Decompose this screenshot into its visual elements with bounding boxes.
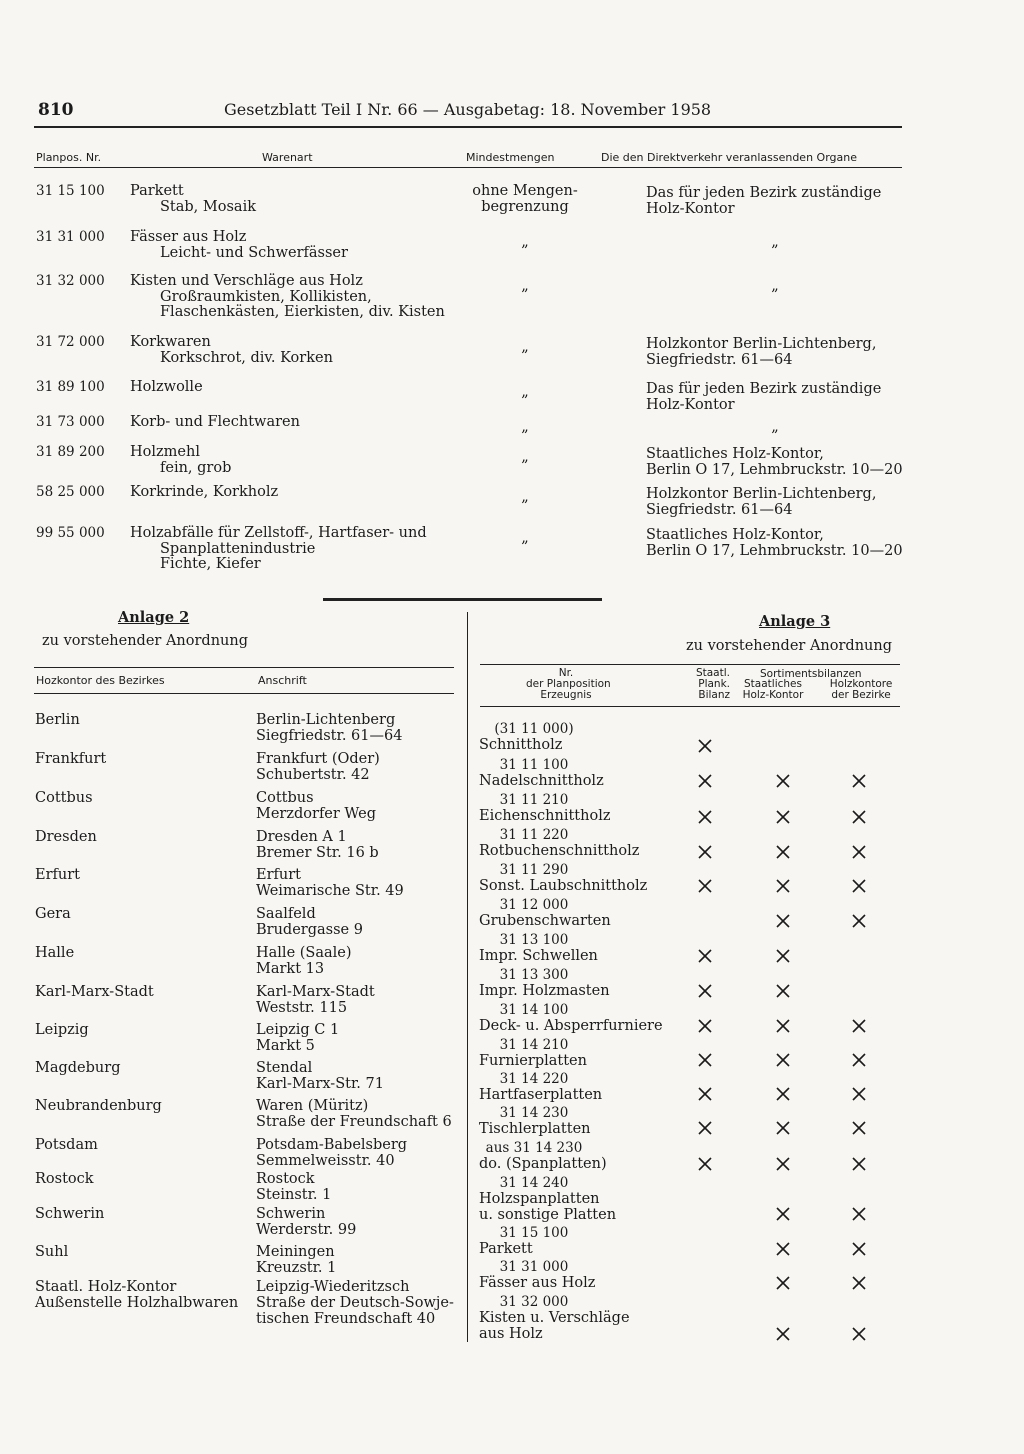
anschrift-line: tischen Freundschaft 40 xyxy=(256,1311,436,1327)
bezirk-name: Außenstelle Holzhalbwaren xyxy=(35,1295,239,1311)
cross-mark-icon xyxy=(697,809,713,825)
bezirk-name: Potsdam xyxy=(35,1137,98,1153)
mindestmenge: „ xyxy=(521,449,529,465)
planposition-number: 31 14 220 xyxy=(499,1071,569,1087)
bezirk-name: Gera xyxy=(35,906,71,922)
column-divider xyxy=(467,612,468,1342)
mindestmenge: „ xyxy=(521,278,529,294)
planpos-number: 31 32 000 xyxy=(36,273,105,289)
cross-mark-icon xyxy=(851,1156,867,1172)
col-header-planpos: Planpos. Nr. xyxy=(36,151,102,164)
bezirk-name: Magdeburg xyxy=(35,1060,121,1076)
table1-header-rule xyxy=(34,167,902,168)
planposition-number: 31 14 230 xyxy=(499,1105,569,1121)
anschrift-line: Bremer Str. 16 b xyxy=(256,845,379,861)
mindestmenge: „ xyxy=(521,419,529,435)
cross-mark-icon xyxy=(697,1018,713,1034)
anschrift-line: Steinstr. 1 xyxy=(256,1187,332,1203)
bezirk-name: Dresden xyxy=(35,829,97,845)
organ-line: Siegfriedstr. 61—64 xyxy=(646,351,793,368)
anschrift-line: Siegfriedstr. 61—64 xyxy=(256,728,403,744)
cross-mark-icon xyxy=(775,1120,791,1136)
cross-mark-icon xyxy=(851,773,867,789)
planpos-number: 31 89 100 xyxy=(36,379,105,395)
section-separator xyxy=(323,598,602,601)
warenart-line: Korkschrot, div. Korken xyxy=(160,349,333,366)
warenart-line: Holzabfälle für Zellstoff-, Hartfaser- und xyxy=(130,525,427,541)
cross-mark-icon xyxy=(697,1156,713,1172)
cross-mark-icon xyxy=(775,1326,791,1342)
cross-mark-icon xyxy=(851,1018,867,1034)
col-header-organe: Die den Direktverkehr veranlassenden Organe xyxy=(601,151,857,164)
warenart-line: Korkrinde, Korkholz xyxy=(130,484,279,500)
organ-line: „ xyxy=(771,419,779,435)
planposition-number: 31 14 240 xyxy=(499,1175,569,1191)
anschrift-line: Straße der Deutsch-Sowje- xyxy=(256,1295,454,1311)
erzeugnis-name: Parkett xyxy=(479,1241,533,1257)
mindestmenge: „ xyxy=(521,339,529,355)
anschrift-line: Kreuzstr. 1 xyxy=(256,1260,337,1276)
anschrift-line: Waren (Müritz) xyxy=(256,1098,369,1114)
erzeugnis-name: Impr. Schwellen xyxy=(479,948,598,964)
anschrift-line: Stendal xyxy=(256,1060,313,1076)
page-number: 810 xyxy=(38,100,74,120)
cross-mark-icon xyxy=(775,948,791,964)
erzeugnis-name: Impr. Holzmasten xyxy=(479,983,610,999)
organ-line: Holz-Kontor xyxy=(646,200,735,217)
cross-mark-icon xyxy=(851,1206,867,1222)
warenart-line: Parkett xyxy=(130,183,184,199)
anschrift-line: Cottbus xyxy=(256,790,314,806)
planposition-number: 31 14 100 xyxy=(499,1002,569,1018)
anschrift-line: Dresden A 1 xyxy=(256,829,347,845)
erzeugnis-name: Nadelschnittholz xyxy=(479,773,604,789)
anlage3-col-header-nr: Nr. der Planposition Erzeugnis xyxy=(526,667,611,701)
organ-line: Siegfriedstr. 61—64 xyxy=(646,501,793,518)
anschrift-line: Berlin-Lichtenberg xyxy=(256,712,396,728)
erzeugnis-name: Deck- u. Absperrfurniere xyxy=(479,1018,663,1034)
bezirk-name: Staatl. Holz-Kontor xyxy=(35,1279,177,1295)
warenart-line: Flaschenkästen, Eierkisten, div. Kisten xyxy=(160,304,445,320)
planpos-number: 31 89 200 xyxy=(36,444,105,460)
cross-mark-icon xyxy=(697,983,713,999)
planpos-number: 31 15 100 xyxy=(36,183,105,199)
page-header xyxy=(34,100,902,128)
anschrift-line: Markt 13 xyxy=(256,961,325,977)
warenart-line: Stab, Mosaik xyxy=(160,198,256,215)
erzeugnis-name: Holzspanplatten xyxy=(479,1191,600,1207)
cross-mark-icon xyxy=(697,1086,713,1102)
planpos-number: 99 55 000 xyxy=(36,525,105,541)
anschrift-line: Werderstr. 99 xyxy=(256,1222,357,1238)
anschrift-line: Semmelweisstr. 40 xyxy=(256,1153,395,1169)
bezirk-name: Berlin xyxy=(35,712,80,728)
anschrift-line: Halle (Saale) xyxy=(256,945,352,961)
bezirk-name: Leipzig xyxy=(35,1022,89,1038)
anlage3-col-header-b: Staatliches Holz-Kontor xyxy=(742,678,804,701)
cross-mark-icon xyxy=(851,878,867,894)
cross-mark-icon xyxy=(851,844,867,860)
anschrift-line: Rostock xyxy=(256,1171,315,1187)
cross-mark-icon xyxy=(775,773,791,789)
erzeugnis-name: Tischlerplatten xyxy=(479,1121,591,1137)
cross-mark-icon xyxy=(775,913,791,929)
warenart-line: Korkwaren xyxy=(130,334,211,350)
anschrift-line: Saalfeld xyxy=(256,906,316,922)
mindestmenge: „ xyxy=(521,530,529,546)
organ-line: „ xyxy=(771,234,779,250)
organ-line: Das für jeden Bezirk zuständige xyxy=(646,381,882,397)
anlage3-header-rule xyxy=(480,706,900,707)
warenart-line: Leicht- und Schwerfässer xyxy=(160,244,348,261)
erzeugnis-name: Hartfaserplatten xyxy=(479,1087,603,1103)
anlage2-subtitle: zu vorstehender Anordnung xyxy=(42,633,249,649)
erzeugnis-name: Sonst. Laubschnittholz xyxy=(479,878,648,894)
planpos-number: 31 31 000 xyxy=(36,229,105,245)
cross-mark-icon xyxy=(697,844,713,860)
erzeugnis-name: Schnittholz xyxy=(479,737,563,753)
bezirk-name: Neubrandenburg xyxy=(35,1098,162,1114)
bezirk-name: Karl-Marx-Stadt xyxy=(35,984,154,1000)
cross-mark-icon xyxy=(851,1275,867,1291)
mindestmenge: ohne Mengen- xyxy=(472,183,578,199)
cross-mark-icon xyxy=(697,1052,713,1068)
anlage3-col-header-a: Staatl. Plank. Bilanz xyxy=(695,667,730,701)
mindestmenge: „ xyxy=(521,234,529,250)
cross-mark-icon xyxy=(697,948,713,964)
anschrift-line: Merzdorfer Weg xyxy=(256,806,377,822)
cross-mark-icon xyxy=(775,844,791,860)
planposition-number: 31 15 100 xyxy=(499,1225,569,1241)
cross-mark-icon xyxy=(851,1241,867,1257)
anschrift-line: Erfurt xyxy=(256,867,301,883)
erzeugnis-name: Fässer aus Holz xyxy=(479,1275,596,1291)
cross-mark-icon xyxy=(775,809,791,825)
cross-mark-icon xyxy=(775,1275,791,1291)
organ-line: „ xyxy=(771,278,779,294)
erzeugnis-name: Grubenschwarten xyxy=(479,913,611,929)
erzeugnis-name: u. sonstige Platten xyxy=(479,1207,617,1223)
mindestmenge: begrenzung xyxy=(481,198,569,215)
planposition-number: 31 13 100 xyxy=(499,932,569,948)
planposition-number: aus 31 14 230 xyxy=(485,1140,583,1156)
page-title: Gesetzblatt Teil I Nr. 66 — Ausgabetag: 18. November 1958 xyxy=(224,100,712,119)
erzeugnis-name: Eichenschnittholz xyxy=(479,808,611,824)
anschrift-line: Frankfurt (Oder) xyxy=(256,751,380,767)
cross-mark-icon xyxy=(775,1241,791,1257)
cross-mark-icon xyxy=(851,1052,867,1068)
cross-mark-icon xyxy=(851,1326,867,1342)
planposition-number: 31 32 000 xyxy=(499,1294,569,1310)
anschrift-line: Leipzig-Wiederitzsch xyxy=(256,1279,410,1295)
planposition-number: 31 11 220 xyxy=(499,827,569,843)
erzeugnis-name: Rotbuchenschnittholz xyxy=(479,843,640,859)
anlage2-header-rule xyxy=(34,693,454,694)
warenart-line: Kisten und Verschläge aus Holz xyxy=(130,273,363,289)
anschrift-line: Schwerin xyxy=(256,1206,326,1222)
erzeugnis-name: Furnierplatten xyxy=(479,1053,587,1069)
organ-line: Berlin O 17, Lehmbruckstr. 10—20 xyxy=(646,461,903,478)
anschrift-line: Leipzig C 1 xyxy=(256,1022,340,1038)
planpos-number: 31 73 000 xyxy=(36,414,105,430)
cross-mark-icon xyxy=(775,1018,791,1034)
planposition-number: (31 11 000) xyxy=(494,721,574,737)
cross-mark-icon xyxy=(775,1206,791,1222)
erzeugnis-name: aus Holz xyxy=(479,1326,543,1342)
mindestmenge: „ xyxy=(521,489,529,505)
warenart-line: Spanplattenindustrie xyxy=(160,540,316,557)
planposition-number: 31 11 210 xyxy=(499,792,569,808)
cross-mark-icon xyxy=(851,1086,867,1102)
planposition-number: 31 13 300 xyxy=(499,967,569,983)
anschrift-line: Potsdam-Babelsberg xyxy=(256,1137,408,1153)
cross-mark-icon xyxy=(775,878,791,894)
anschrift-line: Karl-Marx-Str. 71 xyxy=(256,1076,384,1092)
anlage3-top-rule xyxy=(480,664,900,665)
anlage2-title: Anlage 2 xyxy=(118,609,190,626)
organ-line: Holz-Kontor xyxy=(646,396,735,413)
warenart-line: Fichte, Kiefer xyxy=(160,556,261,572)
planposition-number: 31 14 210 xyxy=(499,1037,569,1053)
anlage3-title: Anlage 3 xyxy=(759,613,831,630)
bezirk-name: Rostock xyxy=(35,1171,94,1187)
organ-line: Berlin O 17, Lehmbruckstr. 10—20 xyxy=(646,542,903,559)
warenart-line: Fässer aus Holz xyxy=(130,229,247,245)
bezirk-name: Frankfurt xyxy=(35,751,107,767)
col-header-mindestmengen: Mindestmengen xyxy=(466,151,555,164)
anlage2-col-header-bezirk: Hozkontor des Bezirkes xyxy=(36,674,165,687)
bezirk-name: Halle xyxy=(35,945,75,961)
planpos-number: 31 72 000 xyxy=(36,334,105,350)
cross-mark-icon xyxy=(851,809,867,825)
warenart-line: Großraumkisten, Kollikisten, xyxy=(160,288,372,305)
cross-mark-icon xyxy=(697,878,713,894)
organ-line: Staatliches Holz-Kontor, xyxy=(646,527,824,543)
cross-mark-icon xyxy=(775,983,791,999)
anlage2-col-header-anschrift: Anschrift xyxy=(258,674,307,687)
planpos-number: 58 25 000 xyxy=(36,484,105,500)
planposition-number: 31 11 290 xyxy=(499,862,569,878)
warenart-line: fein, grob xyxy=(160,459,232,476)
anschrift-line: Markt 5 xyxy=(256,1038,315,1054)
anschrift-line: Weststr. 115 xyxy=(256,1000,348,1016)
warenart-line: Holzmehl xyxy=(130,444,200,460)
cross-mark-icon xyxy=(697,738,713,754)
cross-mark-icon xyxy=(851,913,867,929)
organ-line: Holzkontor Berlin-Lichtenberg, xyxy=(646,336,877,352)
anschrift-line: Karl-Marx-Stadt xyxy=(256,984,375,1000)
anlage3-col-header-c: Holzkontore der Bezirke xyxy=(829,678,893,701)
bezirk-name: Schwerin xyxy=(35,1206,105,1222)
warenart-line: Holzwolle xyxy=(130,379,203,395)
anlage3-subtitle: zu vorstehender Anordnung xyxy=(686,638,893,654)
organ-line: Das für jeden Bezirk zuständige xyxy=(646,185,882,201)
anlage3-col-header-group: Sortimentsbilanzen xyxy=(760,668,862,680)
cross-mark-icon xyxy=(697,773,713,789)
planposition-number: 31 31 000 xyxy=(499,1259,569,1275)
warenart-line: Korb- und Flechtwaren xyxy=(130,414,300,430)
planposition-number: 31 11 100 xyxy=(499,757,569,773)
anschrift-line: Meiningen xyxy=(256,1244,335,1260)
cross-mark-icon xyxy=(851,1120,867,1136)
col-header-warenart: Warenart xyxy=(262,151,313,164)
erzeugnis-name: Kisten u. Verschläge xyxy=(479,1310,630,1326)
organ-line: Staatliches Holz-Kontor, xyxy=(646,446,824,462)
bezirk-name: Erfurt xyxy=(35,867,80,883)
bezirk-name: Cottbus xyxy=(35,790,93,806)
cross-mark-icon xyxy=(775,1086,791,1102)
erzeugnis-name: do. (Spanplatten) xyxy=(479,1156,607,1172)
cross-mark-icon xyxy=(775,1052,791,1068)
anschrift-line: Brudergasse 9 xyxy=(256,922,363,938)
anlage2-top-rule xyxy=(34,667,454,668)
cross-mark-icon xyxy=(697,1120,713,1136)
bezirk-name: Suhl xyxy=(35,1244,69,1260)
organ-line: Holzkontor Berlin-Lichtenberg, xyxy=(646,486,877,502)
anschrift-line: Weimarische Str. 49 xyxy=(256,883,404,899)
cross-mark-icon xyxy=(775,1156,791,1172)
anschrift-line: Schubertstr. 42 xyxy=(256,767,370,783)
planposition-number: 31 12 000 xyxy=(499,897,569,913)
anschrift-line: Straße der Freundschaft 6 xyxy=(256,1114,452,1130)
mindestmenge: „ xyxy=(521,384,529,400)
